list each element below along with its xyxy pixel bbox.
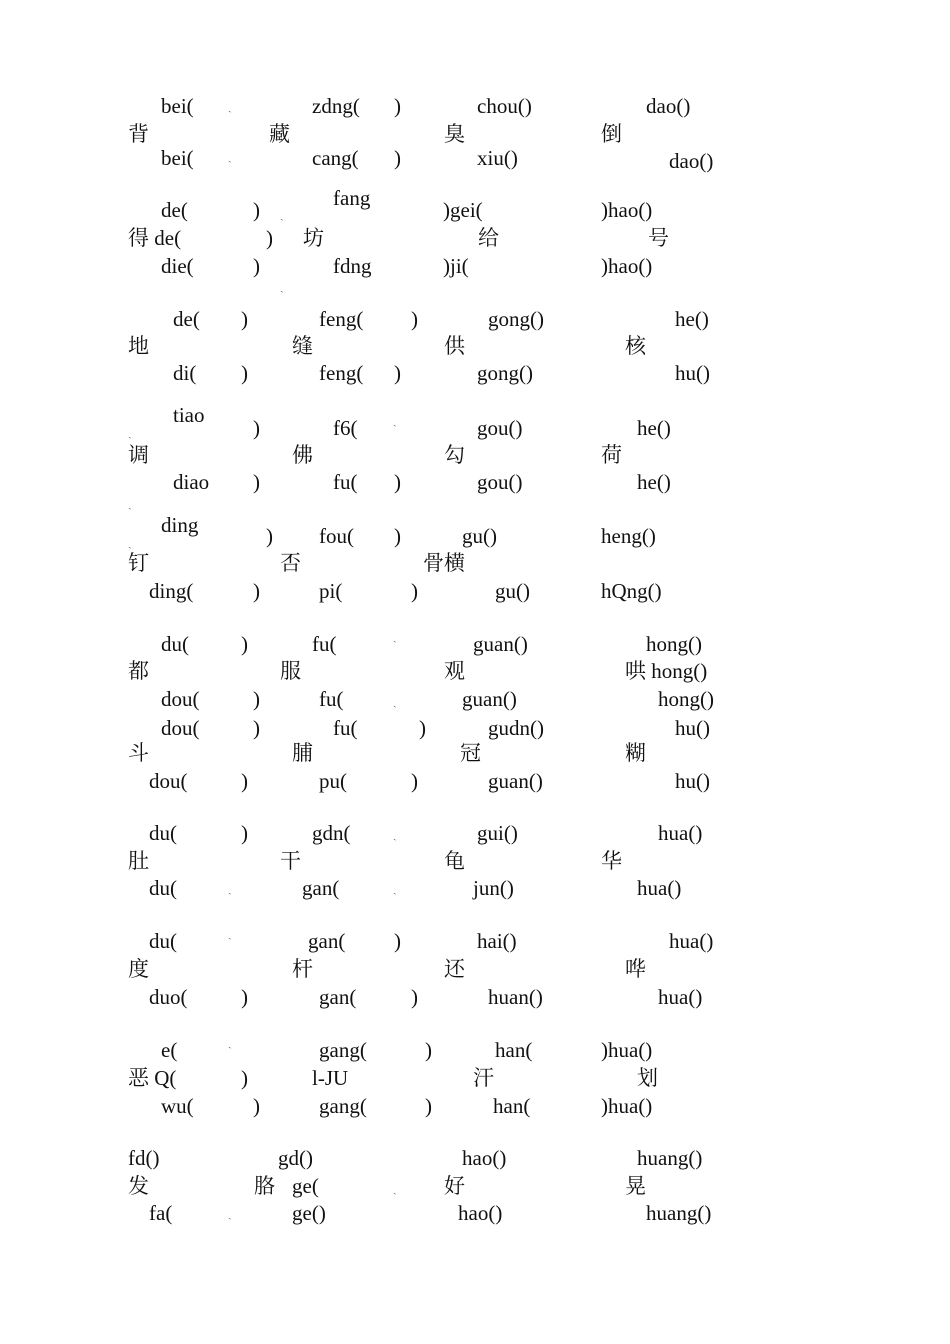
text-token: ) xyxy=(253,579,260,603)
text-token: 龟 xyxy=(444,849,465,873)
text-token: hong() xyxy=(658,687,714,711)
text-token: dou( xyxy=(161,716,200,740)
tone-mark: ˎ xyxy=(228,151,232,163)
text-token: huan() xyxy=(488,985,543,1009)
text-token: pu( xyxy=(319,769,347,793)
text-token: 干 xyxy=(280,849,301,873)
text-token: fang xyxy=(333,186,371,210)
text-token: gou() xyxy=(477,470,523,494)
text-token: hai() xyxy=(477,929,517,953)
text-token: ) xyxy=(266,524,273,548)
tone-mark: ˎ xyxy=(393,1183,397,1195)
text-token: ) xyxy=(241,1066,248,1090)
text-token: 藏 xyxy=(269,122,290,146)
text-token: tiao xyxy=(173,403,205,427)
tone-mark: ˎ xyxy=(228,883,232,895)
text-token: gang( xyxy=(319,1038,367,1062)
text-token: he() xyxy=(675,307,709,331)
text-token: ) xyxy=(419,716,426,740)
text-token: ) xyxy=(253,1094,260,1118)
text-token: du( xyxy=(149,821,177,845)
text-token: 核 xyxy=(625,334,646,358)
text-token: 得 de( xyxy=(128,226,182,250)
text-token: huang() xyxy=(637,1146,703,1170)
text-token: ) xyxy=(266,226,273,250)
text-token: ) xyxy=(411,579,418,603)
text-token: hong() xyxy=(646,632,702,656)
text-token: ) xyxy=(253,416,260,440)
text-token: 荷 xyxy=(601,443,622,467)
text-token: ) xyxy=(253,687,260,711)
tone-mark: ˎ xyxy=(393,415,397,427)
text-token: ) xyxy=(425,1094,432,1118)
text-token: 恶 Q( xyxy=(128,1066,177,1090)
text-token: ) xyxy=(253,198,260,222)
text-token: he() xyxy=(637,470,671,494)
text-token: gan( xyxy=(308,929,346,953)
text-token: han( xyxy=(493,1094,531,1118)
text-token: ) xyxy=(394,361,401,385)
text-token: 否 xyxy=(280,551,301,575)
text-token: 调 xyxy=(128,443,149,467)
text-token: heng() xyxy=(601,524,656,548)
text-token: ) xyxy=(241,361,248,385)
text-token: fdng xyxy=(333,254,372,278)
tone-mark: ˎ xyxy=(128,537,132,549)
text-token: di( xyxy=(173,361,197,385)
text-token: hua() xyxy=(658,821,703,845)
text-token: 汗 xyxy=(473,1066,494,1090)
text-token: jun() xyxy=(473,876,514,900)
text-token: fu( xyxy=(319,687,344,711)
text-token: chou() xyxy=(477,94,532,118)
text-token: wu( xyxy=(161,1094,194,1118)
text-token: 倒 xyxy=(601,122,622,146)
text-token: fu( xyxy=(312,632,337,656)
text-token: feng( xyxy=(319,307,364,331)
text-token: e( xyxy=(161,1038,178,1062)
text-token: de( xyxy=(173,307,200,331)
text-token: 晃 xyxy=(625,1174,646,1198)
text-token: fu( xyxy=(333,470,358,494)
text-token: bei( xyxy=(161,94,194,118)
text-token: 给 xyxy=(478,226,499,250)
tone-mark: ˎ xyxy=(280,209,284,221)
text-token: ) xyxy=(411,769,418,793)
text-token: 佛 xyxy=(292,443,313,467)
text-token: 糊 xyxy=(625,741,646,765)
text-token: 都 xyxy=(128,659,149,683)
tone-mark: ˎ xyxy=(228,1208,232,1220)
text-token: cang( xyxy=(312,146,359,170)
text-token: hu() xyxy=(675,716,710,740)
text-token: 华 xyxy=(601,849,622,873)
text-token: 好 xyxy=(444,1174,465,1198)
text-token: fa( xyxy=(149,1201,173,1225)
text-token: guan() xyxy=(473,632,528,656)
text-token: 背 xyxy=(128,122,149,146)
text-token: 观 xyxy=(444,659,465,683)
text-token: guan() xyxy=(462,687,517,711)
text-token: ding xyxy=(161,513,199,537)
text-token: 脯 xyxy=(292,741,313,765)
text-token: hua() xyxy=(637,876,682,900)
text-token: 杆 xyxy=(292,957,313,981)
text-token: ) xyxy=(241,985,248,1009)
tone-mark: ˎ xyxy=(128,427,132,439)
text-token: ) xyxy=(425,1038,432,1062)
text-token: guan() xyxy=(488,769,543,793)
text-token: gudn() xyxy=(488,716,544,740)
text-token: du( xyxy=(161,632,189,656)
text-token: gui() xyxy=(477,821,518,845)
tone-mark: ˎ xyxy=(228,101,232,113)
text-token: hua() xyxy=(669,929,714,953)
text-token: ) xyxy=(241,307,248,331)
text-token: hu() xyxy=(675,361,710,385)
text-token: )hao() xyxy=(601,254,653,278)
text-token: ding( xyxy=(149,579,194,603)
text-token: ) xyxy=(394,524,401,548)
text-token: hao() xyxy=(462,1146,507,1170)
text-token: 臭 xyxy=(444,122,465,146)
text-token: 还 xyxy=(444,957,465,981)
text-token: 坊 xyxy=(303,226,324,250)
text-token: hu() xyxy=(675,769,710,793)
text-token: 斗 xyxy=(128,741,149,765)
text-token: ) xyxy=(253,254,260,278)
text-token: duo( xyxy=(149,985,188,1009)
text-token: dao() xyxy=(646,94,691,118)
text-token: ) xyxy=(411,985,418,1009)
text-token: die( xyxy=(161,254,194,278)
text-token: 哗 xyxy=(625,957,646,981)
text-token: he() xyxy=(637,416,671,440)
text-token: hao() xyxy=(458,1201,503,1225)
text-token: ge() xyxy=(292,1201,326,1225)
text-token: 供 xyxy=(444,334,465,358)
text-token: ) xyxy=(394,146,401,170)
text-token: gu() xyxy=(462,524,497,548)
text-token: 划 xyxy=(637,1066,658,1090)
text-token: 哄 hong() xyxy=(625,659,708,683)
text-token: gong() xyxy=(488,307,544,331)
text-token: )ji( xyxy=(443,254,469,278)
text-token: fd() xyxy=(128,1146,160,1170)
text-token: 号 xyxy=(648,226,669,250)
text-token: ) xyxy=(241,632,248,656)
text-token: ) xyxy=(253,470,260,494)
tone-mark: ˎ xyxy=(280,281,284,293)
text-token: dou( xyxy=(161,687,200,711)
text-token: ) xyxy=(394,929,401,953)
text-token: han( xyxy=(495,1038,533,1062)
tone-mark: ˎ xyxy=(228,1037,232,1049)
text-token: )hao() xyxy=(601,198,653,222)
text-token: ) xyxy=(253,716,260,740)
text-token: ) xyxy=(411,307,418,331)
text-token: 肚 xyxy=(128,849,149,873)
text-token: xiu() xyxy=(477,146,518,170)
text-token: de( xyxy=(161,198,188,222)
text-token: 发 xyxy=(128,1174,149,1198)
text-token: feng( xyxy=(319,361,364,385)
text-token: gdn( xyxy=(312,821,351,845)
text-token: 服 xyxy=(280,659,301,683)
text-token: fou( xyxy=(319,524,354,548)
tone-mark: ˎ xyxy=(128,498,132,510)
text-token: 缝 xyxy=(292,334,313,358)
text-token: gang( xyxy=(319,1094,367,1118)
text-token: 钉 xyxy=(128,551,149,575)
text-token: pi( xyxy=(319,579,343,603)
text-token: ) xyxy=(241,769,248,793)
text-token: fu( xyxy=(333,716,358,740)
text-token: 度 xyxy=(128,957,149,981)
tone-mark: ˎ xyxy=(393,829,397,841)
text-token: )gei( xyxy=(443,198,483,222)
text-token: huang() xyxy=(646,1201,712,1225)
tone-mark: ˎ xyxy=(393,631,397,643)
text-token: zdng( xyxy=(312,94,360,118)
text-token: 冠 xyxy=(460,741,481,765)
text-token: diao xyxy=(173,470,210,494)
text-token: 骨横 xyxy=(423,551,465,575)
text-token: dao() xyxy=(669,149,714,173)
text-token: 地 xyxy=(128,334,149,358)
text-token: gou() xyxy=(477,416,523,440)
text-token: 胳 xyxy=(254,1174,275,1198)
tone-mark: ˎ xyxy=(228,928,232,940)
text-token: ) xyxy=(241,821,248,845)
text-token: )hua() xyxy=(601,1038,653,1062)
text-token: )hua() xyxy=(601,1094,653,1118)
text-token: gong() xyxy=(477,361,533,385)
text-token: 勾 xyxy=(444,443,465,467)
text-token: dou( xyxy=(149,769,188,793)
text-token: ge( xyxy=(292,1174,319,1198)
text-token: f6( xyxy=(333,416,358,440)
text-token: gd() xyxy=(278,1146,313,1170)
text-token: hQng() xyxy=(601,579,662,603)
text-token: hua() xyxy=(658,985,703,1009)
text-token: gan( xyxy=(319,985,357,1009)
text-token: l-JU xyxy=(312,1066,349,1090)
text-token: du( xyxy=(149,929,177,953)
text-token: gu() xyxy=(495,579,530,603)
text-token: ) xyxy=(394,94,401,118)
text-token: ) xyxy=(394,470,401,494)
text-token: bei( xyxy=(161,146,194,170)
tone-mark: ˎ xyxy=(393,883,397,895)
tone-mark: ˎ xyxy=(393,696,397,708)
text-token: du( xyxy=(149,876,177,900)
text-token: gan( xyxy=(302,876,340,900)
